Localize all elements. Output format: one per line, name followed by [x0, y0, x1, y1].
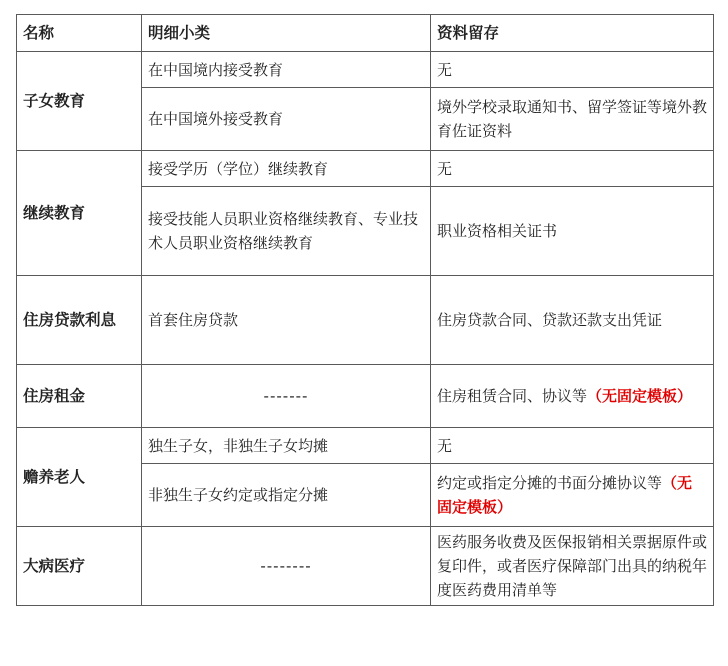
table-row [17, 52, 714, 88]
category-cell: 赡养老人 [17, 428, 142, 527]
subcategory-cell: 在中国境内接受教育 [142, 52, 431, 88]
column-header-records: 资料留存 [431, 15, 714, 52]
subcategory-cell: 接受学历（学位）继续教育 [142, 151, 431, 187]
subcategory-cell: 独生子女，非独生子女均摊 [142, 428, 431, 464]
records-cell [431, 365, 714, 428]
subcategory-cell: -------- [142, 527, 431, 606]
category-cell: 住房贷款利息 [17, 276, 142, 365]
table-row [17, 151, 714, 187]
column-header-name: 名称 [17, 15, 142, 52]
records-cell: 医药服务收费及医保报销相关票据原件或复印件，或者医疗保障部门出具的纳税年度医药费用清单等 [431, 527, 714, 606]
subcategory-cell: 非独生子女约定或指定分摊 [142, 464, 431, 527]
category-cell: 大病医疗 [17, 527, 142, 606]
category-cell: 子女教育 [17, 52, 142, 151]
deduction-records-table [16, 14, 714, 606]
records-text: 约定或指定分摊的书面分摊协议等 [437, 474, 663, 492]
table-row [17, 428, 714, 464]
records-cell: 境外学校录取通知书、留学签证等境外教育佐证资料 [431, 88, 714, 151]
table-row [17, 527, 714, 606]
subcategory-cell: ------- [142, 365, 431, 428]
subcategory-cell: 接受技能人员职业资格继续教育、专业技术人员职业资格继续教育 [142, 187, 431, 276]
subcategory-cell: 首套住房贷款 [142, 276, 431, 365]
column-header-subcategory: 明细小类 [142, 15, 431, 52]
records-cell: 无 [431, 52, 714, 88]
records-text: 住房租赁合同、协议等 [437, 387, 588, 405]
category-cell: 继续教育 [17, 151, 142, 276]
table-row [17, 276, 714, 365]
table-row [17, 365, 714, 428]
category-cell: 住房租金 [17, 365, 142, 428]
no-template-note: （无固定模板） [587, 387, 693, 405]
records-cell: 职业资格相关证书 [431, 187, 714, 276]
records-cell [431, 464, 714, 527]
records-cell: 无 [431, 428, 714, 464]
subcategory-cell: 在中国境外接受教育 [142, 88, 431, 151]
no-template-note: （无固定模板） [437, 474, 693, 516]
records-cell: 住房贷款合同、贷款还款支出凭证 [431, 276, 714, 365]
records-cell: 无 [431, 151, 714, 187]
table-header-row [17, 15, 714, 52]
